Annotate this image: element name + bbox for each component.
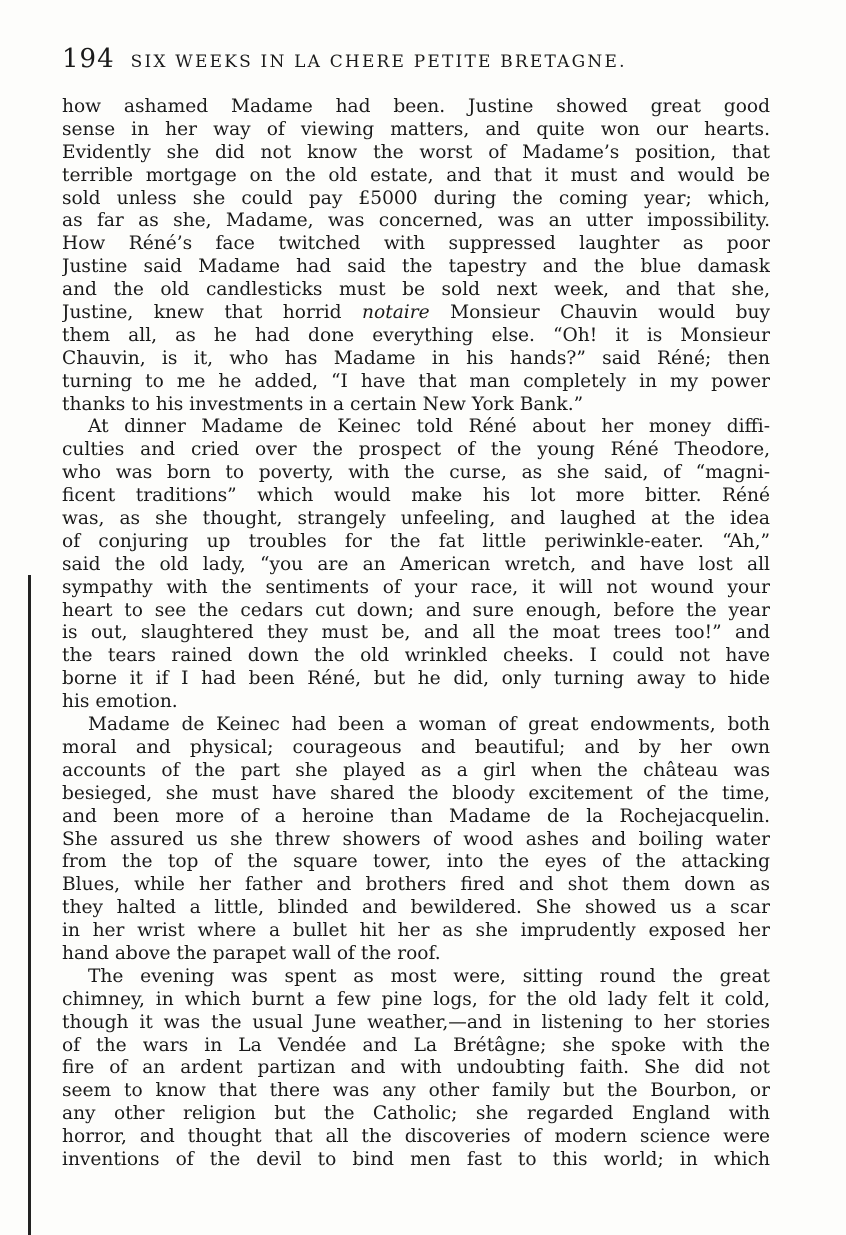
text-line: Justine said Madame had said the tapestry and the blue damask bbox=[62, 256, 770, 278]
text-line: ficent traditions” which would make his lot more bitter. Réné bbox=[62, 485, 770, 507]
text-line: The evening was spent as most were, sitting round the great bbox=[88, 965, 770, 987]
text-line: culties and cried over the prospect of the young Réné Theodore, bbox=[62, 439, 770, 461]
text-line: and the old candlesticks must be sold next week, and that she, bbox=[62, 279, 770, 301]
text-line: how ashamed Madame had been. Justine showed great good bbox=[62, 96, 770, 117]
text-line: moral and physical; courageous and beautiful; and by her own bbox=[62, 736, 770, 758]
text-line: hand above the parapet wall of the roof. bbox=[62, 942, 441, 964]
text-line: inventions of the devil to bind men fast to this world; in which bbox=[62, 1148, 770, 1170]
page-header bbox=[62, 44, 772, 84]
text-line: sympathy with the sentiments of your race, it will not wound your bbox=[62, 576, 770, 598]
text-line: chimney, in which burnt a few pine logs, for the old lady felt it cold, bbox=[62, 988, 770, 1010]
text-line: She assured us she threw showers of wood ashes and boiling water bbox=[62, 828, 770, 850]
text-line: turning to me he added, “I have that man completely in my power bbox=[62, 370, 770, 392]
text-line: though it was the usual June weather,—and in listening to her stories bbox=[62, 1011, 770, 1033]
text-line: who was born to poverty, with the curse, as she said, of “magni- bbox=[62, 462, 770, 484]
text-line: of the wars in La Vendée and La Brétâgne; she spoke with the bbox=[62, 1034, 770, 1056]
text-line: accounts of the part she played as a girl when the château was bbox=[62, 759, 770, 781]
text-line: any other religion but the Catholic; she regarded England with bbox=[62, 1103, 770, 1125]
page-edge-rule bbox=[28, 575, 31, 1235]
text-line: seem to know that there was any other family but the Bourbon, or bbox=[62, 1080, 770, 1102]
text-line: terrible mortgage on the old estate, and that it must and would be bbox=[62, 164, 770, 186]
text-line: is out, slaughtered they must be, and all the moat trees too!” and bbox=[62, 622, 770, 644]
page-number: 194 bbox=[62, 44, 115, 74]
text-line: Evidently she did not know the worst of Madame’s position, that bbox=[62, 141, 770, 163]
text-line: Blues, while her father and brothers fired and shot them down as bbox=[62, 874, 770, 896]
text-line: Chauvin, is it, who has Madame in his hands?” said Réné; then bbox=[62, 347, 770, 369]
text-line: of conjuring up troubles for the fat little periwinkle-eater. “Ah,” bbox=[62, 530, 770, 552]
text-line: the tears rained down the old wrinkled cheeks. I could not have bbox=[62, 645, 770, 667]
text-line: heart to see the cedars cut down; and sure enough, before the year bbox=[62, 599, 770, 621]
text-line: and been more of a heroine than Madame de la Rochejacquelin. bbox=[62, 805, 770, 827]
text-line: fire of an ardent partizan and with undoubting faith. She did not bbox=[62, 1057, 770, 1079]
text-line: said the old lady, “you are an American wretch, and have lost all bbox=[62, 553, 770, 575]
text-line: How Réné’s face twitched with suppressed laughter as poor bbox=[62, 233, 770, 255]
text-line: besieged, she must have shared the bloody excitement of the time, bbox=[62, 782, 770, 804]
text-line: his emotion. bbox=[62, 691, 178, 713]
text-line: they halted a little, blinded and bewildered. She showed us a scar bbox=[62, 897, 770, 919]
text-line: thanks to his investments in a certain New York Bank.” bbox=[62, 393, 584, 415]
text-line: was, as she thought, strangely unfeeling, and laughed at the idea bbox=[62, 508, 770, 530]
text-line: sense in her way of viewing matters, and quite won our hearts. bbox=[62, 118, 770, 140]
text-line: in her wrist where a bullet hit her as she imprudently exposed her bbox=[62, 920, 770, 942]
text-line: Madame de Keinec had been a woman of great endowments, both bbox=[88, 714, 770, 736]
text-line: sold unless she could pay £5000 during the coming year; which, bbox=[62, 187, 770, 209]
text-line: Justine, knew that horrid notaire Monsieur Chauvin would buy bbox=[62, 302, 770, 324]
text-line: horror, and thought that all the discoveries of modern science were bbox=[62, 1126, 770, 1148]
body-text bbox=[62, 96, 770, 1172]
text-line: from the top of the square tower, into the eyes of the attacking bbox=[62, 851, 770, 873]
running-head: SIX WEEKS IN LA CHERE PETITE BRETAGNE. bbox=[130, 52, 627, 72]
text-line: as far as she, Madame, was concerned, was an utter impossibility. bbox=[62, 210, 770, 232]
text-line: borne it if I had been Réné, but he did, only turning away to hide bbox=[62, 668, 770, 690]
text-line: them all, as he had done everything else. “Oh! it is Monsieur bbox=[62, 324, 770, 346]
text-line: At dinner Madame de Keinec told Réné about her money diffi- bbox=[88, 416, 770, 438]
